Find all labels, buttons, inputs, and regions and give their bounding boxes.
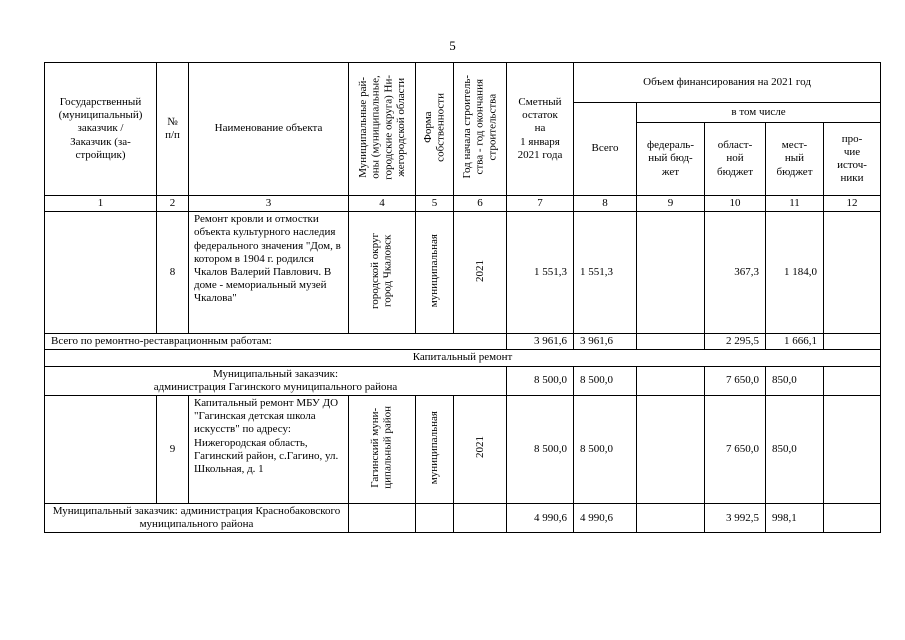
header-customer: Государственный (муниципальный) заказчик / Заказчик (за- стройщик) (45, 63, 157, 196)
customer-gagino-estimate: 8 500,0 (507, 366, 574, 395)
col-number: 9 (637, 196, 705, 212)
col-number: 4 (349, 196, 416, 212)
header-num: № п/п (157, 63, 189, 196)
row9-estimate: 8 500,0 (507, 395, 574, 503)
row8-year (454, 212, 507, 334)
header-district (349, 63, 416, 196)
section-capital-repair: Капитальный ремонт (45, 350, 881, 366)
row8-regional: 367,3 (705, 212, 766, 334)
restoration-total-local: 1 666,1 (766, 334, 824, 350)
restoration-total-federal (637, 334, 705, 350)
customer-gagino-label: Муниципальный заказчик: администрация Гагинского муниципального района (45, 366, 507, 395)
row8-ownership (416, 212, 454, 334)
row9-federal (637, 395, 705, 503)
restoration-total-other (824, 334, 881, 350)
col-number: 7 (507, 196, 574, 212)
customer-gagino-regional: 7 650,0 (705, 366, 766, 395)
row9-num: 9 (157, 395, 189, 503)
restoration-total-row (45, 334, 881, 350)
row8-district-text: городской округ город Чкаловск (369, 232, 394, 309)
column-numbers-row (45, 196, 881, 212)
financing-table (44, 62, 881, 533)
customer-krasnobakovsky-federal (637, 503, 705, 532)
customer-krasnobakovsky-local: 998,1 (766, 503, 824, 532)
header-local: мест- ный бюджет (766, 123, 824, 196)
customer-krasnobakovsky-year (454, 503, 507, 532)
row8-ownership-text: муниципальная (428, 233, 441, 308)
row9-ownership-text: муниципальная (428, 410, 441, 484)
customer-krasnobakovsky-regional: 3 992,5 (705, 503, 766, 532)
row9-district (349, 395, 416, 503)
customer-gagino-other (824, 366, 881, 395)
header-total: Всего (574, 103, 637, 196)
row8-num: 8 (157, 212, 189, 334)
col-number: 8 (574, 196, 637, 212)
header-object-name: Наименование объекта (189, 63, 349, 196)
header-years (454, 63, 507, 196)
customer-krasnobakovsky-ownership (416, 503, 454, 532)
row8-customer (45, 212, 157, 334)
row8-district (349, 212, 416, 334)
col-number: 12 (824, 196, 881, 212)
header-estimate: Сметный остаток на 1 января 2021 года (507, 63, 574, 196)
header-district-text: Муниципальные рай- оны (муниципальные, городские округа) Ни- жегородской области (356, 74, 407, 180)
restoration-total-estimate: 3 961,6 (507, 334, 574, 350)
row9-other (824, 395, 881, 503)
row9-year-text: 2021 (473, 436, 486, 459)
customer-gagino-federal (637, 366, 705, 395)
table-row (45, 212, 881, 334)
table-row (45, 395, 881, 503)
customer-krasnobakovsky-other (824, 503, 881, 532)
header-federal: федераль- ный бюд- жет (637, 123, 705, 196)
header-ownership-text: Форма собственности (421, 92, 447, 162)
customer-krasnobakovsky-row (45, 503, 881, 532)
row8-total: 1 551,3 (574, 212, 637, 334)
header-other: про- чие источ- ники (824, 123, 881, 196)
restoration-total-label: Всего по ремонтно-реставрационным работам: (45, 334, 507, 350)
col-number: 3 (189, 196, 349, 212)
customer-gagino-local: 850,0 (766, 366, 824, 395)
customer-krasnobakovsky-total: 4 990,6 (574, 503, 637, 532)
page-number: 5 (449, 38, 456, 53)
row8-local: 1 184,0 (766, 212, 824, 334)
header-years-text: Год начала строитель- ства - год окончания строительства (461, 75, 499, 179)
header-including: в том числе (637, 103, 881, 123)
row8-estimate: 1 551,3 (507, 212, 574, 334)
row8-other (824, 212, 881, 334)
customer-gagino-total: 8 500,0 (574, 366, 637, 395)
row9-regional: 7 650,0 (705, 395, 766, 503)
row8-object: Ремонт кровли и отмостки объекта культурного наследия федерального значения "Дом, в котором в 1904 г. родился Чкалов Валерий Павлович. В доме - мемориальный музей Чкалова" (189, 212, 349, 334)
col-number: 2 (157, 196, 189, 212)
col-number: 10 (705, 196, 766, 212)
row9-customer (45, 395, 157, 503)
row9-object: Капитальный ремонт МБУ ДО "Гагинская детская школа искусств" по адресу: Нижегородская область, Гагинский район, с.Гагино, ул. Школьная, д. 1 (189, 395, 349, 503)
col-number: 5 (416, 196, 454, 212)
restoration-total-regional: 2 295,5 (705, 334, 766, 350)
row8-federal (637, 212, 705, 334)
col-number: 11 (766, 196, 824, 212)
header-funding: Объем финансирования на 2021 год (574, 63, 881, 103)
col-number: 1 (45, 196, 157, 212)
row9-ownership (416, 395, 454, 503)
customer-krasnobakovsky-label: Муниципальный заказчик: администрация Краснобаковского муниципального района (45, 503, 349, 532)
row9-year (454, 395, 507, 503)
row9-local: 850,0 (766, 395, 824, 503)
customer-gagino-row (45, 366, 881, 395)
header-ownership (416, 63, 454, 196)
restoration-total-total: 3 961,6 (574, 334, 637, 350)
row9-total: 8 500,0 (574, 395, 637, 503)
row8-year-text: 2021 (473, 259, 486, 282)
customer-krasnobakovsky-district (349, 503, 416, 532)
customer-krasnobakovsky-estimate: 4 990,6 (507, 503, 574, 532)
row9-district-text: Гагинский муни- ципальный район (369, 405, 394, 489)
header-regional: област- ной бюджет (705, 123, 766, 196)
col-number: 6 (454, 196, 507, 212)
